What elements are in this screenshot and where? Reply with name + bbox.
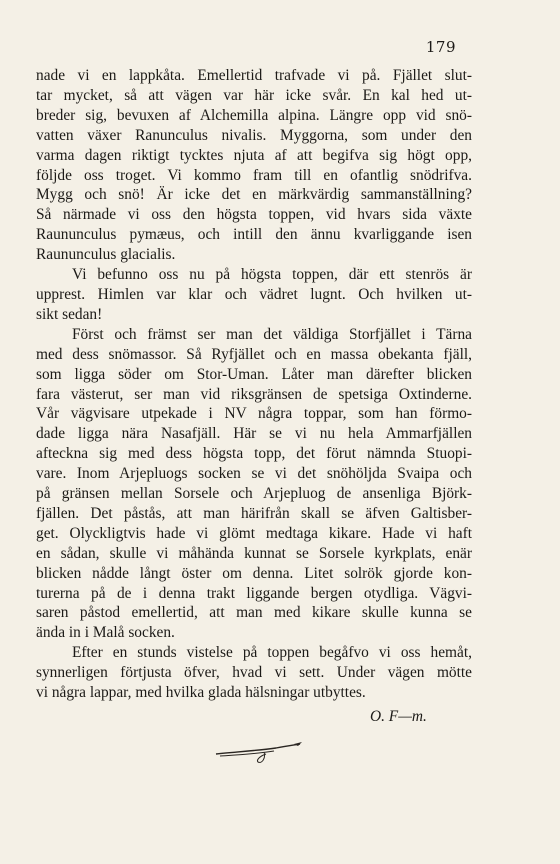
- text-line: följde oss troget. Vi kommo fram till en ofantlig snödrifva.: [36, 166, 472, 184]
- end-flourish-ornament: [214, 740, 304, 770]
- text-line: vare. Inom Arjepluogs socken se vi det snöhöljda Svaipa och: [36, 465, 472, 483]
- page-number: 179: [425, 38, 456, 56]
- text-line: fara västerut, ser man vid riksgränsen de spetsiga Oxtinderne.: [36, 385, 472, 403]
- text-line: Vår vägvisare utpekade i NV några toppar, som han förmo-: [36, 405, 472, 423]
- text-line: turerna på de i denna trakt liggande bergen otydliga. Vägvi-: [36, 584, 472, 602]
- text-line: Raununculus glacialis.: [36, 246, 176, 264]
- text-line: blicken nådde långt öster om denna. Litet solrök gjorde kon-: [36, 564, 472, 582]
- author-signature: O. F—m.: [370, 708, 427, 725]
- text-line: vatten växer Ranunculus nivalis. Myggorna, som under den: [36, 126, 472, 144]
- text-line: på gränsen mellan Sorsele och Arjepluog de ansenliga Björk-: [36, 485, 472, 503]
- text-line: sikt sedan!: [36, 305, 103, 323]
- text-line: Så närmade vi oss den högsta toppen, vid hvars sida växte: [36, 206, 472, 224]
- text-line: en sådan, skulle vi måhända kunnat se Sorsele kyrkplats, enär: [36, 544, 472, 562]
- text-line: breder sig, bevuxen af Alchemilla alpina. Längre opp vid snö-: [36, 106, 472, 124]
- text-line: Först och främst ser man det väldiga Storfjället i Tärna: [72, 325, 472, 343]
- text-line: afteckna sig med dess högsta topp, det förut nämnda Stuopi-: [36, 445, 472, 463]
- text-line: varma dagen riktigt tycktes njuta af att begifva sig högt opp,: [36, 146, 472, 164]
- text-line: ända in i Malå socken.: [36, 624, 175, 642]
- text-line: nade vi en lappkåta. Emellertid trafvade vi på. Fjället slut-: [36, 67, 472, 84]
- body-text: [36, 66, 472, 703]
- text-line: vi några lappar, med hvilka glada hälsningar utbyttes.: [36, 684, 366, 702]
- text-line: synnerligen förtjusta öfver, hvad vi sett. Under vägen mötte: [36, 664, 472, 682]
- text-line: Mygg och snö! Är icke det en märkvärdig sammanställning?: [36, 186, 472, 204]
- text-line: som ligga söder om Stor-Uman. Låter man därefter blicken: [36, 365, 472, 383]
- text-line: saren påstod emellertid, att man med kikare skulle kunna se: [36, 604, 472, 622]
- text-line: dade ligga nära Nasafjäll. Här se vi nu hela Ammarfjällen: [36, 425, 472, 443]
- text-line: Raununculus pymæus, och intill den ännu kvarliggande isen: [36, 226, 472, 244]
- text-line: upprest. Himlen var klar och vädret lugnt. Och hvilken ut-: [36, 285, 472, 303]
- text-line: Efter en stunds vistelse på toppen begåfvo vi oss hemåt,: [72, 644, 472, 662]
- text-line: get. Olyckligtvis hade vi glömt medtaga kikare. Hade vi haft: [36, 524, 472, 542]
- text-line: Vi befunno oss nu på högsta toppen, där ett stenrös är: [72, 266, 472, 284]
- text-line: fjällen. Det påstås, att man härifrån skall se äfven Galtisber-: [36, 504, 472, 522]
- text-line: tar mycket, så att vägen var här icke svår. En kal hed ut-: [36, 86, 472, 104]
- text-line: med dess snömassor. Så Ryfjället och en massa obekanta fjäll,: [36, 345, 472, 363]
